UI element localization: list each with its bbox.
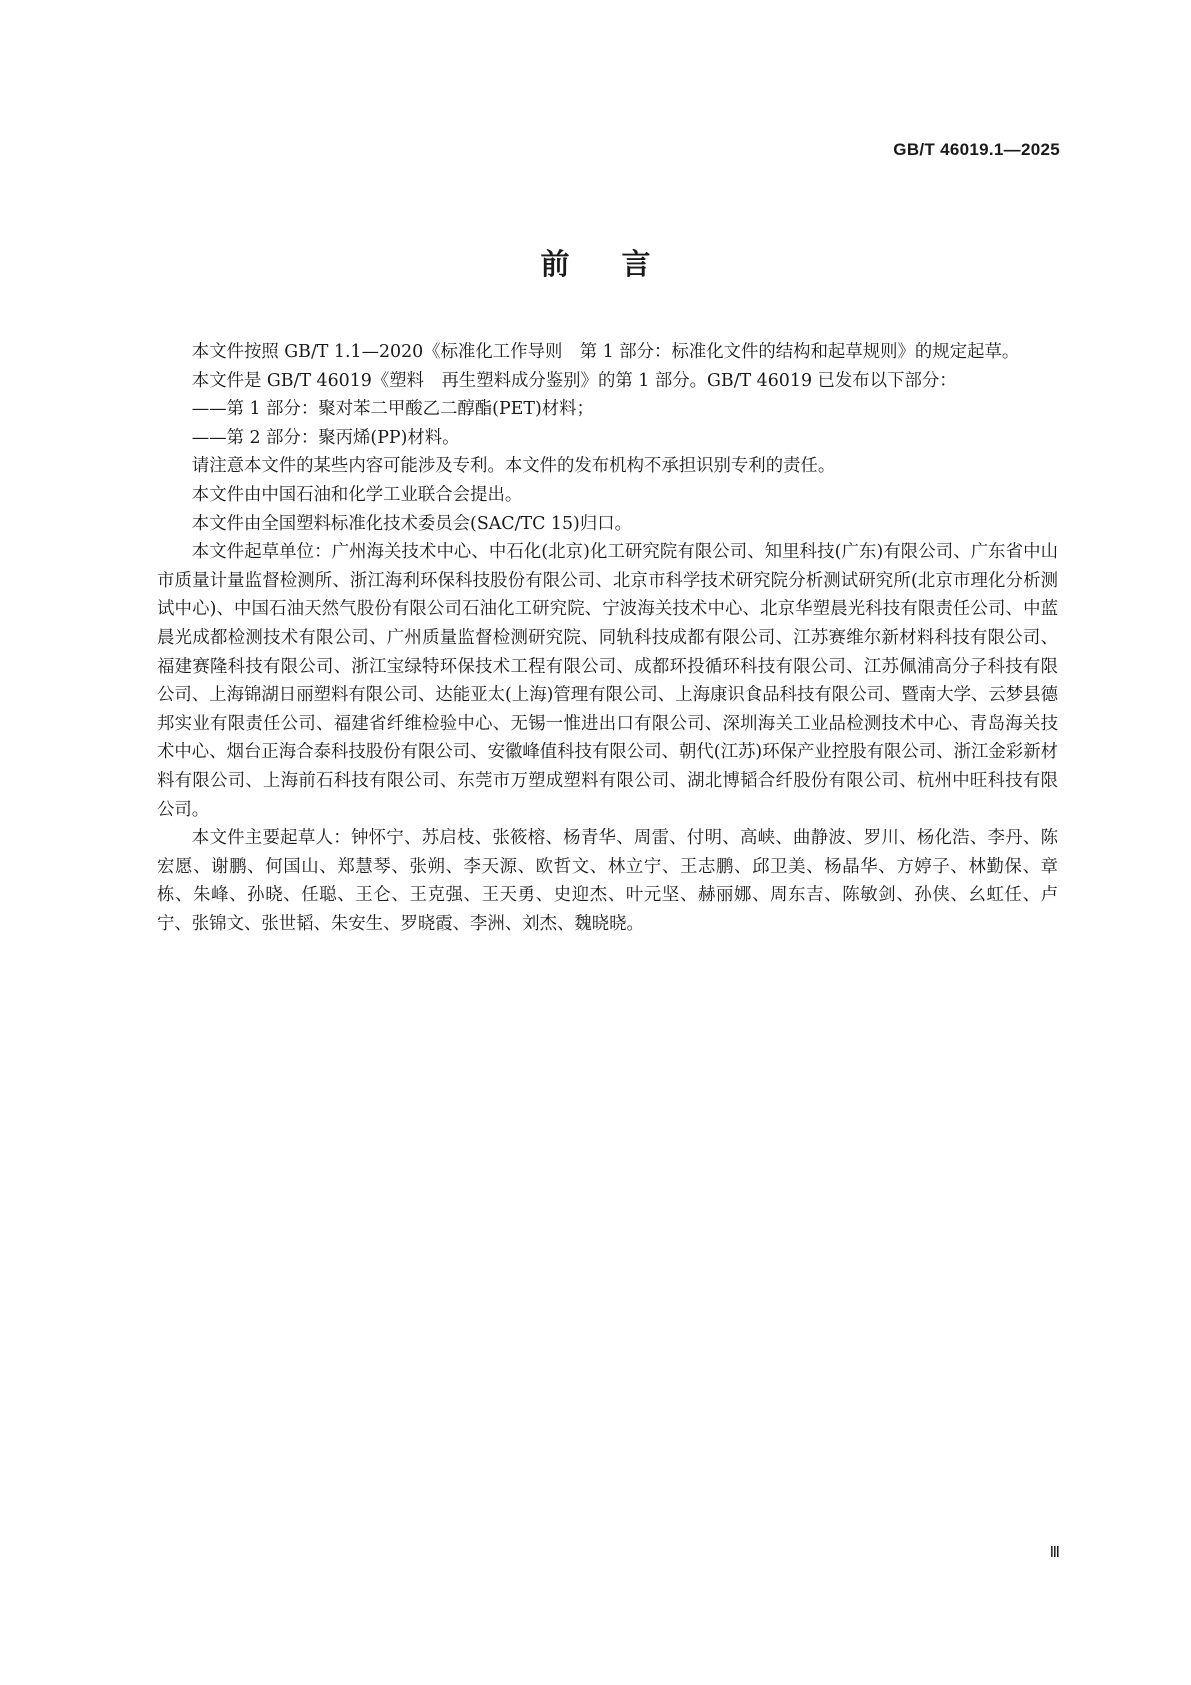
page-title: 前言 bbox=[540, 247, 703, 281]
paragraph-patent-notice: 请注意本文件的某些内容可能涉及专利。本文件的发布机构不承担识别专利的责任。 bbox=[191, 456, 836, 477]
paragraph-drafters: 本文件主要起草人：钟怀宁、苏启枝、张筱榕、杨青华、周雷、付明、高峡、曲静波、罗川、杨化浩、李丹、陈宏愿、谢鹏、何国山、郑慧琴、张朔、李天源、欧哲文、林立宁、王志鹏、邱卫美、杨晶华、方婷子、林勤保、章栋、朱峰、孙晓、任聪、王仑、王克强、王天勇、史迎杰、叶元坚、赫丽娜、周东吉、陈敏剑、孙侠、幺虹任、卢宁、张锦文、张世韬、朱安生、罗晓霞、李洲、刘杰、魏晓晓。 bbox=[157, 828, 1058, 934]
page-number: Ⅲ bbox=[1049, 1545, 1060, 1561]
paragraph-committee: 本文件由全国塑料标准化技术委员会(SAC/TC 15)归口。 bbox=[191, 513, 632, 534]
paragraph-series-parts: 本文件是 GB/T 46019《塑料 再生塑料成分鉴别》的第 1 部分。GB/T 46019 已发布以下部分： bbox=[191, 370, 957, 391]
list-item-part-1: ——第 1 部分：聚对苯二甲酸乙二醇酯(PET)材料； bbox=[191, 399, 594, 420]
list-item-part-2: ——第 2 部分：聚丙烯(PP)材料。 bbox=[191, 427, 460, 448]
paragraph-drafting-units: 本文件起草单位：广州海关技术中心、中石化(北京)化工研究院有限公司、知里科技(广东)有限公司、广东省中山市质量计量监督检测所、浙江海利环保科技股份有限公司、北京市科学技术研究院分析测试研究所(北京市理化分析测试中心)、中国石油天然气股份有限公司石油化工研究院、宁波海关技术中心、北京华塑晨光科技有限责任公司、中蓝晨光成都检测技术有限公司、广州质量监督检测研究院、同轨科技成都有限公司、江苏赛维尔新材料科技有限公司、福建赛隆科技有限公司、浙江宝绿特环保技术工程有限公司、成都环投循环科技有限公司、江苏佩浦高分子科技有限公司、上海锦湖日丽塑料有限公司、达能亚太(上海)管理有限公司、上海康识食品科技有限公司、暨南大学、云梦县德邦实业有限责任公司、福建省纤维检验中心、无锡一惟进出口有限公司、深圳海关工业品检测技术中心、青岛海关技术中心、烟台正海合泰科技股份有限公司、安徽峰值科技有限公司、朝代(江苏)环保产业控股有限公司、浙江金彩新材料有限公司、上海前石科技有限公司、东莞市万塑成塑料有限公司、湖北博韬合纤股份有限公司、杭州中旺科技有限公司。 bbox=[157, 542, 1058, 820]
foreword-body bbox=[157, 338, 1058, 938]
standard-code: GB/T 46019.1—2025 bbox=[893, 140, 1060, 159]
paragraph-drafting-rules: 本文件按照 GB/T 1.1—2020《标准化工作导则 第 1 部分：标准化文件的结构和起草规则》的规定起草。 bbox=[191, 342, 1020, 362]
paragraph-proposer: 本文件由中国石油和化学工业联合会提出。 bbox=[191, 484, 523, 505]
